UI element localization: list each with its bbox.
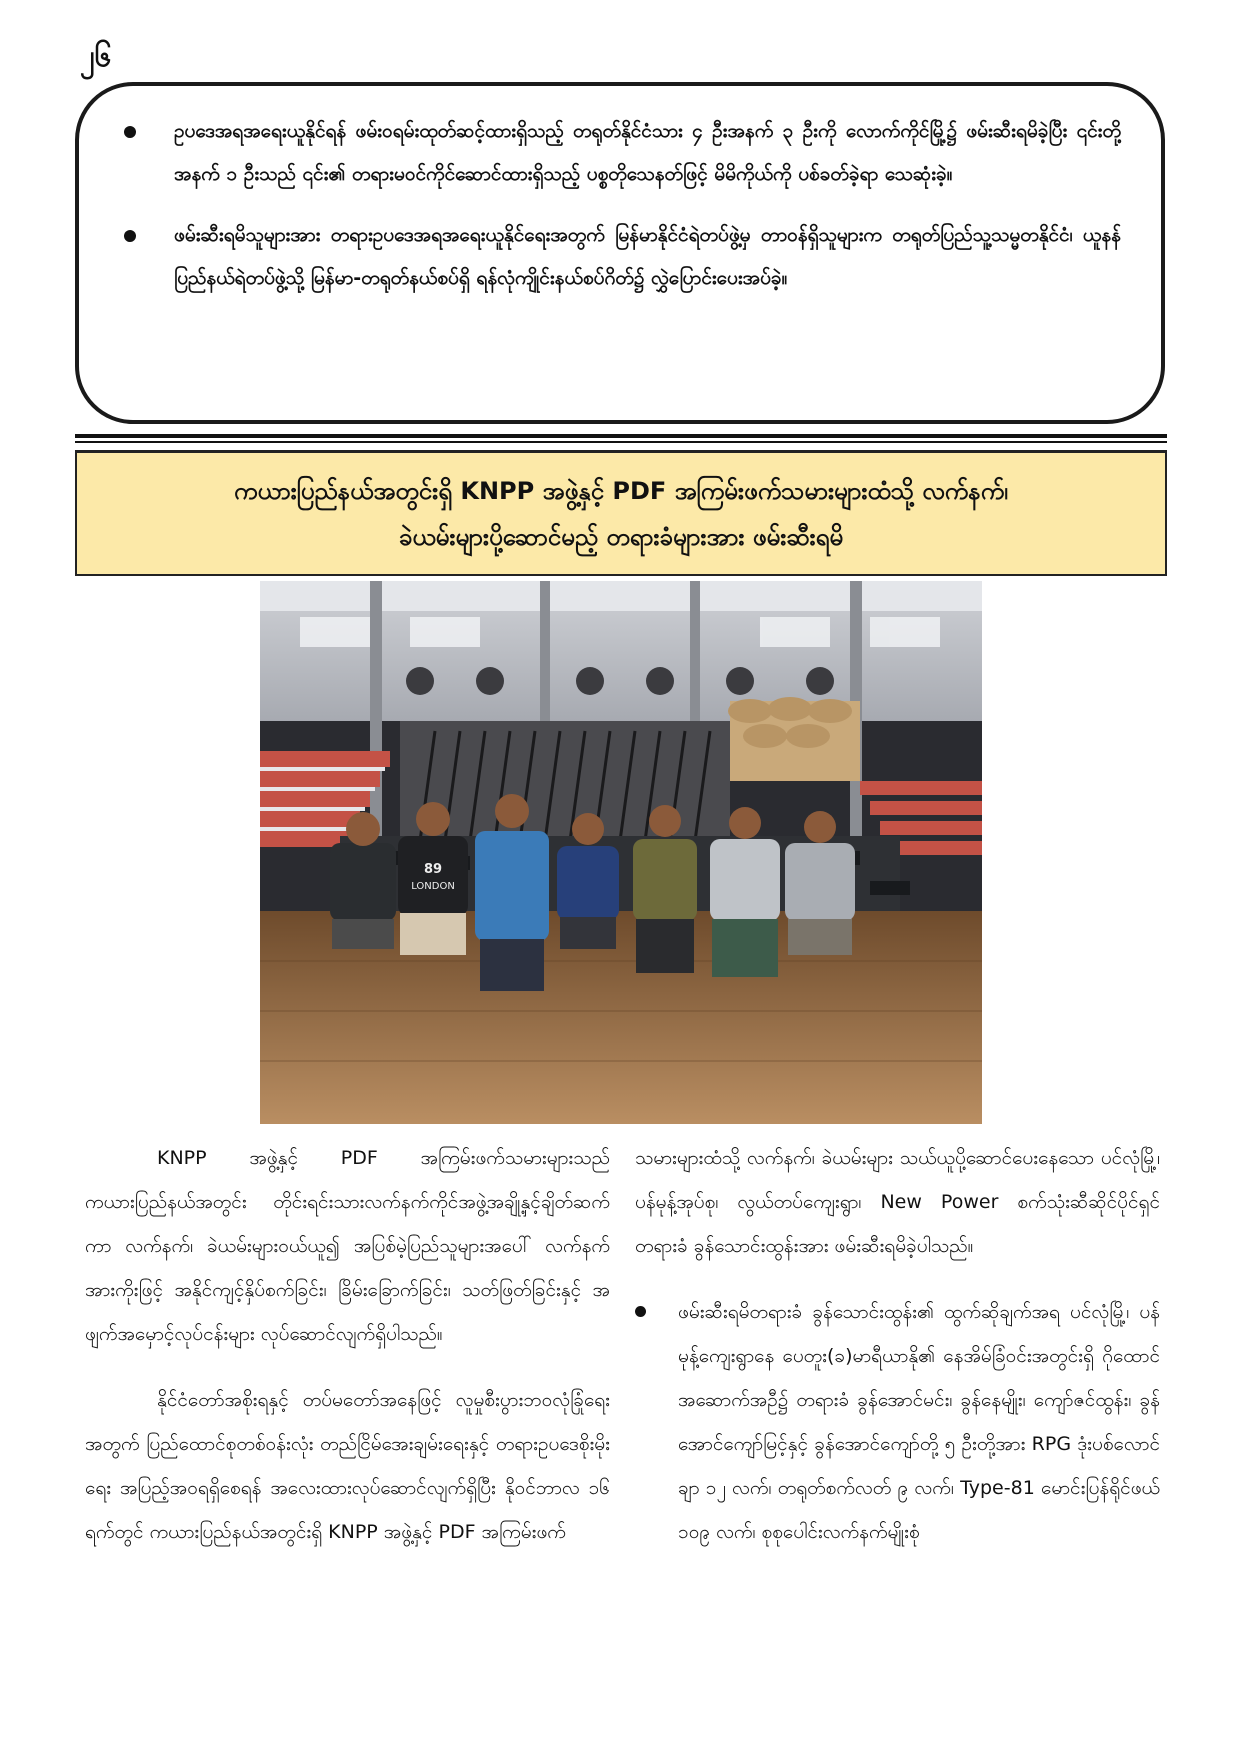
article-paragraph: နိုင်ငံတော်အစိုးရနှင့် တပ်မတော်အနေဖြင့် လူမှုစီးပွားဘဝလုံခြုံရေးအတွက် ပြည်ထောင်စုတစ်ဝန်းလုံး တည်ငြိမ်အေးချမ်းရေးနှင့် တရားဥပဒေစိုးမိုးရေး အပြည့်အဝရရှိစေရန် အလေးထားလုပ်ဆောင်လျက်ရှိပြီး နိုဝင်ဘာလ ၁၆ ရက်တွင် ကယားပြည်နယ်အတွင်းရှိ KNPP အဖွဲ့နှင့် PDF အကြမ်းဖက် xyxy=(85,1389,610,1543)
headline-line-2: ခဲယမ်းများပို့ဆောင်မည့် တရားခံများအား ဖမ်းဆီးရမိ xyxy=(398,522,844,551)
shirt-print-word: LONDON xyxy=(411,881,455,892)
news-photo xyxy=(260,581,982,1124)
summary-bullet xyxy=(124,214,1121,300)
summary-bullet xyxy=(124,110,1121,196)
article-paragraph: သမားများထံသို့ လက်နက်၊ ခဲယမ်းများ သယ်ယူပို့ဆောင်ပေးနေသော ပင်လုံမြို့၊ ပန်မုန့်အုပ်စု၊ လွယ်တပ်ကျေးရွာ၊ New Power စက်သုံးဆီဆိုင်ပိုင်ရှင် တရားခံ ခွန်သောင်းထွန်းအား ဖမ်းဆီးရမိခဲ့ပါသည်။ xyxy=(635,1147,1160,1257)
seized-weapons-photo xyxy=(260,581,982,1124)
shirt-print-number: 89 xyxy=(423,862,443,877)
article-bullet-text: ဖမ်းဆီးရမိတရားခံ ခွန်သောင်းထွန်း၏ ထွက်ဆိုချက်အရ ပင်လုံမြို့၊ ပန်မုန့်ကျေးရွာနေ ပေတူး(ခ)မာရီယာနို၏ နေအိမ်ခြံဝင်းအတွင်းရှိ ဂိုထောင်အဆောက်အဦ၌ တရားခံ ခွန်အောင်မင်း၊ ခွန်နေမျိုး၊ ကျော်ဇင်ထွန်း၊ ခွန်အောင်ကျော်မြင့်နှင့် ခွန်အောင်ကျော်တို့ ၅ ဦးတို့အား RPG ဒုံးပစ်လောင်ချာ ၁၂ လက်၊ တရုတ်စက်လတ် ၉ လက်၊ Type-81 မောင်းပြန်ရိုင်ဖယ် ၁၀၉ လက်၊ စုစုပေါင်းလက်နက်မျိုးစုံ xyxy=(678,1301,1160,1543)
section-divider xyxy=(75,441,1167,443)
summary-bullet-text: ဖမ်းဆီးရမိသူများအား တရားဥပဒေအရအရေးယူနိုင်ရေးအတွက် မြန်မာနိုင်ငံရဲတပ်ဖွဲ့မှ တာဝန်ရှိသူများက တရုတ်ပြည်သူ့သမ္မတနိုင်ငံ၊ ယူနန်ပြည်နယ်ရဲတပ်ဖွဲ့သို့ မြန်မာ-တရုတ်နယ်စပ်ရှိ ရန်လုံကျိုင်းနယ်စပ်ဂိတ်၌ လွှဲပြောင်းပေးအပ်ခဲ့။ xyxy=(174,224,1121,289)
bullet-dot-icon xyxy=(124,230,136,242)
article-bullet xyxy=(635,1290,1160,1554)
headline-line-1: ကယားပြည်နယ်အတွင်းရှိ KNPP အဖွဲ့နှင့် PDF အကြမ်းဖက်သမားများထံသို့ လက်နက်၊ xyxy=(234,476,1008,505)
headline-banner xyxy=(75,450,1167,576)
article-column-right xyxy=(635,1136,1160,1554)
article-paragraph: KNPP အဖွဲ့နှင့် PDF အကြမ်းဖက်သမားများသည် ကယားပြည်နယ်အတွင်း တိုင်းရင်းသားလက်နက်ကိုင်အဖွဲ့အချို့နှင့်ချိတ်ဆက်ကာ လက်နက်၊ ခဲယမ်းများဝယ်ယူ၍ အပြစ်မဲ့ပြည်သူများအပေါ် လက်နက်အားကိုးဖြင့် အနိုင်ကျင့်နှိပ်စက်ခြင်း၊ ခြိမ်းခြောက်ခြင်း၊ သတ်ဖြတ်ခြင်းနှင့် အဖျက်အမှောင့်လုပ်ငန်းများ လုပ်ဆောင်လျက်ရှိပါသည်။ xyxy=(85,1147,610,1345)
bullet-dot-icon xyxy=(635,1306,646,1317)
page-number: ၂၆ xyxy=(80,39,112,74)
section-divider xyxy=(75,434,1167,438)
summary-box xyxy=(75,82,1165,424)
article-headline xyxy=(194,468,1048,560)
bullet-dot-icon xyxy=(124,126,136,138)
article-column-left xyxy=(85,1136,610,1576)
summary-bullet-text: ဥပဒေအရအရေးယူနိုင်ရန် ဖမ်းဝရမ်းထုတ်ဆင့်ထားရှိသည့် တရုတ်နိုင်ငံသား ၄ ဦးအနက် ၃ ဦးကို လောက်ကိုင်မြို့၌ ဖမ်းဆီးရမိခဲ့ပြီး ၎င်းတို့အနက် ၁ ဦးသည် ၎င်း၏ တရားမဝင်ကိုင်ဆောင်ထားရှိသည့် ပစ္စတိုသေနတ်ဖြင့် မိမိကိုယ်ကို ပစ်ခတ်ခဲ့ရာ သေဆုံးခဲ့။ xyxy=(174,120,1121,185)
